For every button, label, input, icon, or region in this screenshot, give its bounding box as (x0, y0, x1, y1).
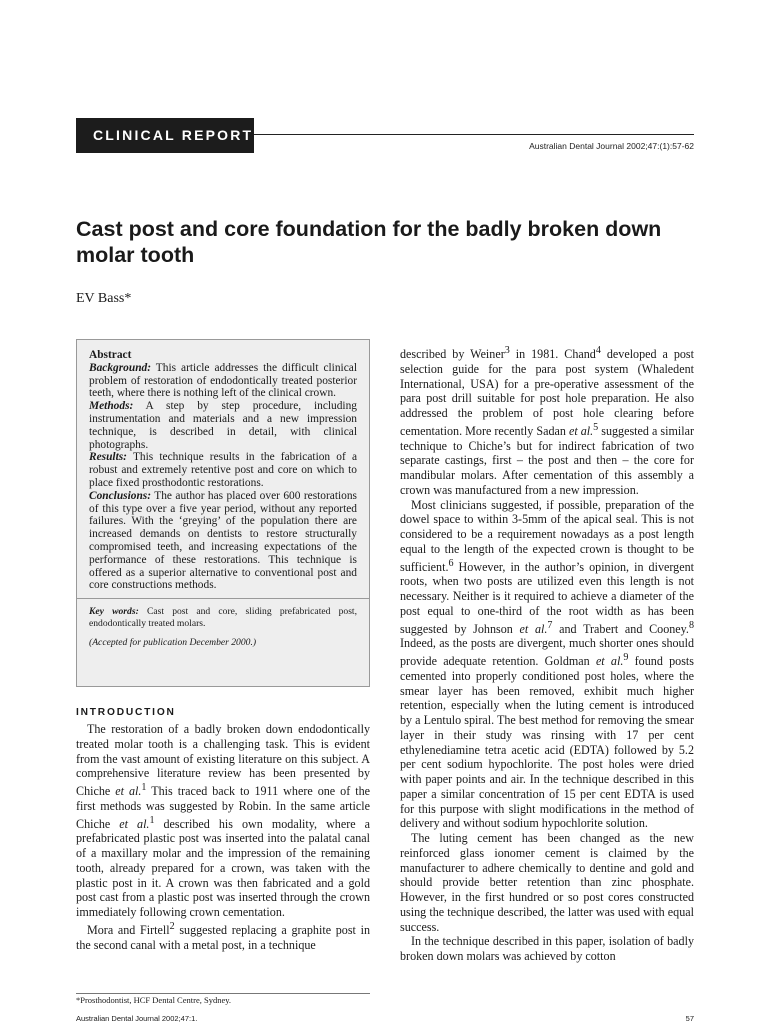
reference-sup: 1 (141, 782, 147, 793)
text-run: The restoration of a badly broken down endodontically treated molar tooth is a challenging task. This is evident from the vast amount of existing literature on this subject. A comprehensive literature review has been presented by Chiche (76, 722, 370, 799)
et-al: et al. (568, 423, 594, 438)
page-number: 57 (685, 1014, 694, 1023)
abstract-keywords (89, 606, 357, 630)
abstract-box (76, 339, 370, 687)
et-al: et al. (119, 816, 150, 831)
right-paragraph-2 (400, 498, 694, 832)
text-run: However, in the author’s opinion, in divergent roots, when two posts are utilized even this length is not necessary. Neither is it required to achieve a diameter of the post equal to one-third of the root width as has been suggested by Johnson (400, 559, 694, 636)
reference-sup: 1 (149, 814, 155, 826)
text-run: developed a post selection guide for the para post system (Whaledent International, USA) for a pre-operative assessment of the para post drill suitable for post hole preparation. He also addressed the problem of post hole clearing before cementation. More recently Sadan (400, 347, 694, 438)
methods-text: A step by step procedure, including instrumentation and materials and a new impression technique, is described in detail, with clinical photographs. (89, 400, 357, 451)
reference-sup: 7 (547, 619, 553, 631)
author-name: EV Bass* (76, 291, 132, 306)
reference-sup: 6 (448, 557, 454, 569)
conclusions-label: Conclusions: (89, 489, 152, 502)
reference-sup: 9 (623, 652, 629, 664)
accepted-note: (Accepted for publication December 2000.) (89, 636, 257, 648)
results-text: This technique results in the fabrication of a robust and extremely retentive post and core on which to place fixed prosthodontic restorations. (89, 451, 357, 489)
journal-citation: Australian Dental Journal 2002;47:(1):57-62 (529, 141, 694, 151)
footer-citation: Australian Dental Journal 2002;47:1. (76, 1014, 198, 1023)
abstract-background (89, 362, 357, 400)
results-label: Results: (89, 451, 127, 464)
text-run: and Trabert and Cooney. (552, 621, 689, 636)
right-paragraph-4: In the technique described in this paper, isolation of badly broken down molars was achieved by cotton (400, 934, 694, 964)
right-paragraph-3: The luting cement has been changed as the new reinforced glass ionomer cement is claimed by the manufacturer to adhere chemically to dentine and gold and should provide better retention than zinc phosphate. However, in the first hundred or so post cores constructed using the technique described, the latter was used with equal success. (400, 831, 694, 934)
methods-label: Methods: (89, 400, 134, 413)
intro-paragraph-2 (76, 920, 370, 953)
header-rule (254, 134, 694, 135)
text-run: suggested replacing a graphite post in the second canal with a metal post, in a technique (76, 922, 370, 952)
et-al: et al. (595, 654, 624, 669)
abstract-conclusions (89, 490, 357, 592)
background-text: This article addresses the difficult clinical problem of restoration of endodontically treated posterior teeth, where there is nothing left of the clinical crown. (89, 361, 357, 400)
text-run: This traced back to 1911 where one of the first methods was suggested by Robin. In the same article Chiche (76, 784, 371, 831)
abstract-heading: Abstract (89, 349, 132, 361)
abstract-divider (77, 598, 369, 599)
keywords-text: Cast post and core, sliding prefabricated post, endodontically treated molars. (89, 606, 357, 630)
abstract-methods (89, 400, 357, 451)
text-run: described his own modality, where a prefabricated plastic post was inserted into the palatal canal of a maxillary molar and the impression of the remaining tooth, already prepared for a crown, was taken with the plastic post in it. A crown was then fabricated and a gold post cast from a plastic post was inserted through the crown immediately following crown cementation. (76, 816, 370, 920)
footnote-rule (76, 993, 370, 994)
text-run: found posts cemented into properly conditioned post holes, where the smear layer has been removed, exhibit much higher retention, especially when the luting cement is introduced by a Lentulo spiral. The best method for removing the smear layer in their study was rinsing with 17 per cent ethylenediamine tetra acetic acid (EDTA) followed by 5.2 per cent sodium hypochlorite. The post holes were dried with paper points and air. In the technique described in this paper a similar concentration of 15 per cent EDTA is used for this purpose with slight modifications in the method of delivery and without sodium hypochlorite solution. (400, 654, 694, 831)
text-run: Most clinicians suggested, if possible, preparation of the dowel space to within 3-5mm of the apical seal. This is not considered to be a requirement nowadays as a post length equal to the length of the expected crown is thought to be sufficient. (400, 497, 694, 574)
reference-sup: 5 (593, 421, 599, 433)
et-al: et al. (115, 784, 142, 799)
right-column-body (400, 344, 694, 964)
text-run: described by Weiner (400, 347, 505, 362)
reference-sup: 2 (169, 920, 175, 932)
text-run: Indeed, as the posts are divergent, much shorter ones should provide adequate retention. Goldman (400, 636, 694, 669)
text-run: in 1981. Chand (509, 347, 596, 362)
reference-sup: 3 (504, 345, 510, 356)
article-title: Cast post and core foundation for the badly broken down molar tooth (76, 217, 662, 267)
introduction-heading: INTRODUCTION (76, 707, 176, 718)
text-run: Mora and Firtell (87, 922, 170, 937)
text-run: suggested a similar technique to Chiche’s but for indirect fabrication of two separate castings, first – the post and then – the core for mandibular molars. After cementation of this assembly a crown was manufactured from a new impression. (400, 423, 694, 497)
reference-sup: 4 (595, 345, 601, 356)
abstract-results (89, 451, 357, 489)
right-paragraph-1 (400, 344, 694, 498)
conclusions-text: The author has placed over 600 restorations of this type over a five year period, without any reported failures. With the ‘greying’ of the population there are increased demands on dentists to restore structurally compromised teeth, and increasing expectations of the performance of these restorations. This technique is offered as a superior alternative to conventional post and core constructions methods. (89, 489, 357, 592)
intro-paragraph-1 (76, 722, 370, 920)
reference-sup: 8 (688, 619, 694, 631)
keywords-label: Key words: (89, 606, 139, 618)
left-column-body (76, 722, 370, 952)
author-footnote: *Prosthodontist, HCF Dental Centre, Sydney. (76, 995, 232, 1005)
background-label: Background: (89, 361, 152, 374)
section-label: CLINICAL REPORT (76, 118, 254, 153)
et-al: et al. (519, 621, 548, 636)
